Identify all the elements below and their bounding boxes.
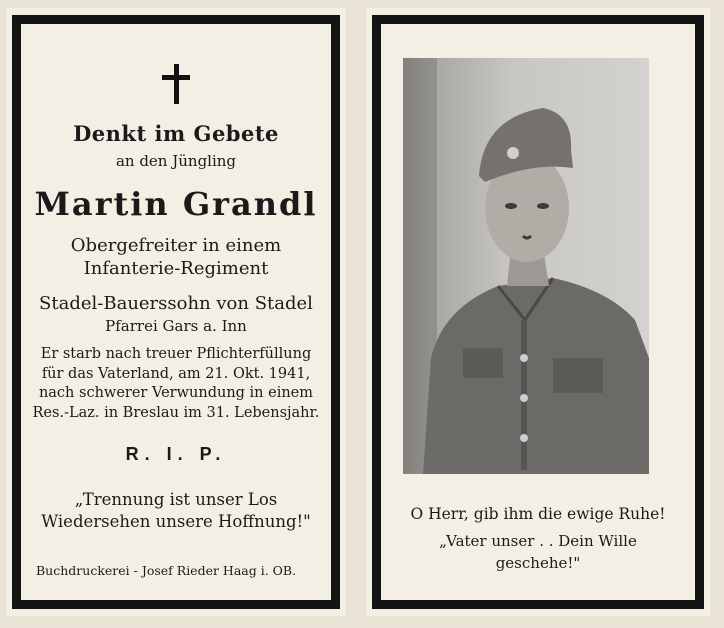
- memorial-card-photo-panel: [366, 8, 710, 616]
- parish-line: Pfarrei Gars a. Inn: [105, 317, 247, 335]
- origin-line: Stadel-Bauerssohn von Stadel: [39, 293, 313, 314]
- quote-line-1: „Trennung ist unser Los: [74, 490, 278, 509]
- cross-icon: [162, 64, 190, 104]
- photo-content: [366, 8, 710, 616]
- body-line-4: Res.-Laz. in Breslau im 31. Lebensjahr.: [32, 404, 320, 421]
- body-line-3: nach schwerer Verwundung in einem: [38, 385, 314, 401]
- body-line-2: für das Vaterland, am 21. Okt. 1941,: [41, 365, 311, 382]
- body-line-1: Er starb nach treuer Pflichterfüllung: [40, 346, 312, 362]
- pray-heading: Denkt im Gebete: [73, 121, 279, 146]
- rank-line-2: Infanterie-Regiment: [83, 258, 269, 279]
- quote-line-2: Wiedersehen unsere Hoffnung!": [41, 512, 311, 531]
- quote-line-2: geschehe!": [495, 554, 581, 572]
- rank-line-1: Obergefreiter in einem: [70, 235, 282, 256]
- youth-line: an den Jüngling: [115, 152, 237, 170]
- printer-imprint: Buchdruckerei - Josef Rieder Haag i. OB.: [36, 563, 297, 578]
- quote-line-1: „Vater unser . . Dein Wille: [439, 532, 637, 550]
- memorial-card-text-panel: [6, 8, 346, 616]
- portrait-photo: [403, 58, 649, 474]
- soldier-portrait-illustration: [403, 58, 649, 474]
- prayer-line: O Herr, gib ihm die ewige Ruhe!: [410, 505, 666, 523]
- text-content: [6, 8, 346, 616]
- death-notice-text: [6, 345, 346, 423]
- rip-line: R. I. P.: [125, 444, 227, 464]
- deceased-name: Martin Grandl: [34, 185, 318, 223]
